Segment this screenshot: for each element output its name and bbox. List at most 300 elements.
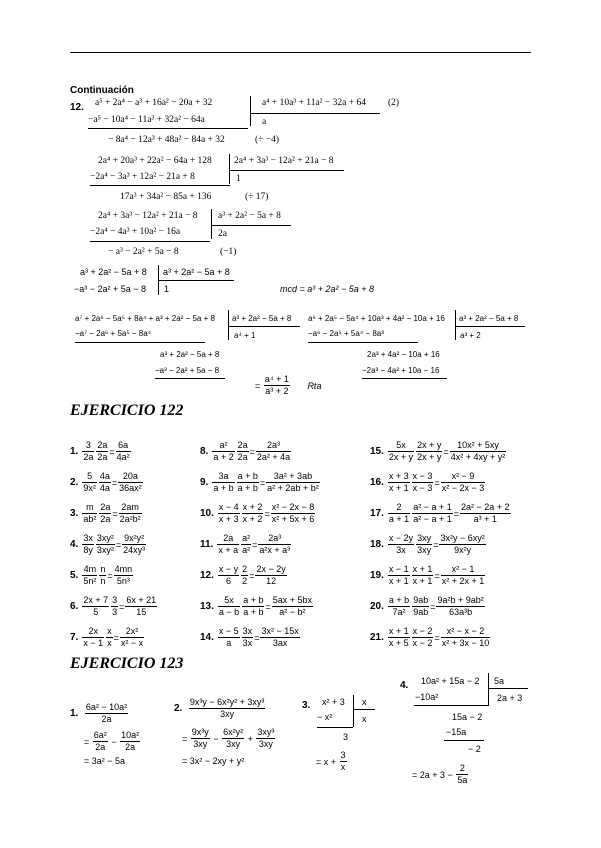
division-line: x² + 3 [322, 697, 345, 707]
division-rule [488, 688, 528, 689]
equals-sign: = [434, 632, 440, 643]
numerator: 9x³y − 6x²y² + 3xy³ [189, 697, 265, 707]
divisor-line: x [362, 697, 367, 707]
denominator: x + 3 [218, 514, 239, 524]
numerator: x − 2 [412, 626, 433, 636]
division-line: −15a [446, 727, 467, 737]
exercise-item [370, 595, 486, 618]
quotient: a⁴ + 1 [234, 331, 256, 340]
denominator: x + 1 [412, 576, 433, 586]
exercise-item [200, 626, 301, 649]
item-label: 7. [70, 632, 79, 643]
denominator: 2x + y [388, 452, 414, 462]
fraction [441, 564, 486, 587]
fraction [388, 564, 410, 587]
numerator: 3a² + 3ab [266, 471, 320, 483]
fraction [111, 595, 118, 618]
fraction [217, 533, 239, 556]
division-line: 15a − 2 [452, 712, 483, 722]
exercise-item [70, 533, 147, 556]
divisor-line: 5a [494, 676, 505, 686]
equals-sign: = [249, 446, 255, 457]
fraction [82, 533, 94, 556]
numerator: x + 1 [388, 626, 409, 636]
exercise-item [200, 471, 321, 494]
denominator: 2a [95, 742, 106, 752]
equals-sign: = [430, 601, 436, 612]
denominator: 8y [83, 545, 93, 555]
fraction [96, 533, 115, 556]
numerator: a + b [237, 471, 258, 481]
result-denominator: a³ + 2 [265, 386, 289, 396]
item-label: 16. [370, 477, 384, 488]
numerator: x − 4 [218, 502, 239, 512]
denominator: 3 [112, 607, 118, 617]
numerator: 9ab [413, 595, 429, 605]
numerator: 6x + 21 [126, 595, 157, 605]
equals-sign: = [434, 477, 440, 488]
denominator: 3ax [272, 638, 288, 648]
header-rule [70, 52, 531, 53]
fraction [82, 502, 97, 525]
numerator: 2 [242, 564, 248, 574]
division-line: −2a⁴ − 4a³ + 10a² − 16a [90, 227, 181, 237]
denominator: 9x² [83, 483, 96, 493]
numerator: 2 [456, 763, 468, 775]
fraction [439, 533, 485, 556]
item-label: 4. [400, 680, 409, 691]
fraction [450, 440, 507, 463]
denominator: a + b [243, 607, 264, 617]
denominator: a² + 2ab + b² [267, 483, 319, 493]
exercise-title: EJERCICIO 123 [70, 655, 184, 672]
division-line: −a⁶ − 2a⁵ + 5a⁴ − 8a³ [308, 329, 384, 338]
denominator: 9ab [413, 607, 429, 617]
numerator: 3xy³ [257, 727, 275, 737]
fraction [255, 564, 286, 587]
numerator: 3xy [417, 533, 432, 543]
fraction [218, 564, 239, 587]
division-rule [158, 280, 234, 281]
numerator: x − 5 [218, 626, 239, 636]
note: (−1) [220, 247, 237, 257]
result-numerator: a⁴ + 1 [264, 374, 289, 384]
fraction [99, 471, 111, 494]
fraction [256, 440, 291, 463]
exercise-item [200, 502, 316, 525]
denominator: x − 3 [412, 483, 433, 493]
denominator: x [107, 638, 112, 648]
fraction [388, 626, 410, 649]
denominator: 36ax² [119, 483, 142, 493]
note: (2) [388, 98, 400, 108]
denominator: a²x + a³ [259, 545, 291, 555]
exercise-result: = 3x² − 2xy + y² [182, 756, 245, 766]
fraction [82, 595, 109, 618]
division-bar [488, 673, 489, 705]
fraction [271, 502, 316, 525]
fraction [460, 502, 511, 525]
denominator: 5n³ [116, 576, 130, 586]
division-line: − x² [317, 712, 333, 722]
denominator: 5a [457, 775, 468, 785]
division-rule [88, 128, 248, 129]
denominator: 3xy [258, 739, 273, 749]
fraction [116, 440, 131, 463]
denominator: a + 1 [388, 514, 410, 524]
fraction [388, 440, 414, 463]
numerator: 2x + y [417, 440, 442, 450]
denominator: a + b [213, 483, 234, 493]
division-line: a⁶ + 2a⁵ − 5a⁴ + 10a³ + 4a² − 10a + 16 [308, 314, 445, 323]
division-line: a³ + 2a² − 5a + 8 [80, 267, 147, 277]
division-rule [211, 225, 291, 226]
fraction [388, 595, 410, 618]
denominator: 3xy [417, 545, 432, 555]
division-line: −a⁷ − 2a⁶ + 5a⁵ − 8a⁴ [75, 329, 152, 338]
exercise-item [370, 471, 486, 494]
division-rule [155, 378, 225, 379]
denominator: 9x²y [454, 545, 472, 555]
fraction [272, 595, 313, 618]
division-bar [229, 154, 230, 184]
division-rule [455, 326, 525, 327]
division-line: 2a⁴ + 3a³ − 12a² + 21a − 8 [98, 211, 198, 221]
numerator: x² − x − 2 [441, 626, 491, 638]
denominator: 24xy³ [123, 545, 146, 555]
exercise-item [70, 595, 158, 618]
item-label: 4. [70, 539, 79, 550]
fraction [82, 440, 94, 463]
denominator: a − b [218, 607, 240, 617]
division-rule [414, 705, 489, 706]
item-label: 1. [70, 446, 79, 457]
fraction [416, 440, 442, 463]
fraction [242, 595, 264, 618]
numerator: 5x [388, 440, 414, 452]
divisor-line: a³ + 2a² − 5a + 8 [218, 211, 281, 221]
division-bar [211, 209, 212, 239]
equals-sign: = [443, 446, 449, 457]
fraction [106, 626, 113, 649]
fraction [237, 440, 249, 463]
numerator: 2x − 2y [256, 564, 286, 574]
numerator: 2a [100, 502, 111, 512]
numerator: 6x²y² [223, 727, 244, 737]
exercise-item [70, 502, 143, 525]
quotient: 2a [218, 229, 227, 239]
quotient: 1 [164, 284, 170, 294]
exercise-item [370, 440, 507, 463]
denominator: 3x [396, 545, 406, 555]
fraction [258, 533, 291, 556]
fraction [82, 626, 104, 649]
item-label: 11. [200, 539, 214, 550]
denominator: x + a [218, 545, 239, 555]
denominator: 2a [97, 452, 108, 462]
note: (÷ 17) [245, 192, 269, 202]
quotient: 2a + 3 [497, 693, 523, 703]
fraction [212, 440, 234, 463]
item-label: 18. [370, 539, 384, 550]
equals-sign: = [111, 477, 118, 488]
division-rule [308, 342, 418, 343]
fraction [99, 502, 111, 525]
denominator: x² + 3x − 10 [441, 638, 490, 648]
denominator: x + 1 [388, 483, 409, 493]
division-line: −2a⁴ − 3a³ + 12a² − 21a + 8 [90, 172, 195, 182]
item-label: 20. [370, 601, 384, 612]
divisor-line: a³ + 2a² − 5a + 8 [459, 314, 519, 323]
fraction [119, 502, 142, 525]
numerator: 6a² − 10a² [85, 702, 128, 712]
exercise-item [370, 564, 486, 587]
numerator: x − y [218, 564, 239, 574]
denominator: 3xy [193, 739, 208, 749]
quotient: x [362, 714, 367, 724]
division-line: − 8a⁴ − 12a³ + 48a² − 84a + 32 [108, 135, 225, 145]
fraction [218, 502, 240, 525]
numerator: x² − 2x − 8 [271, 502, 315, 512]
denominator: x + 5 [388, 638, 409, 648]
numerator: 3a [212, 471, 234, 483]
denominator: 2a² + 4a [256, 452, 291, 462]
item-label: 15. [370, 446, 384, 457]
equals-sign: = [259, 477, 266, 488]
equals-sign: = [254, 632, 260, 643]
numerator: x − 3 [412, 471, 433, 481]
denominator: x − 2 [412, 638, 433, 648]
numerator: 2a [97, 440, 108, 450]
fraction [441, 626, 491, 649]
numerator: 4m [83, 564, 97, 574]
exercise-item [200, 595, 314, 618]
denominator: 4a [99, 483, 110, 493]
denominator: 5n² [83, 576, 97, 586]
numerator: 4a [99, 471, 110, 481]
fraction [241, 564, 248, 587]
section-title: Continuación [70, 85, 134, 96]
exercise-item [370, 626, 491, 649]
denominator: ab² [83, 514, 97, 524]
divisor-line: 2a⁴ + 3a³ − 12a² + 21a − 8 [234, 156, 334, 166]
item-label: 14. [200, 632, 214, 643]
denominator: 15 [136, 607, 147, 617]
denominator: x + 1 [388, 576, 409, 586]
equals-sign: = [265, 601, 271, 612]
numerator: 3 [112, 595, 118, 605]
item-label: 2. [70, 477, 79, 488]
numerator: x + 2 [242, 502, 263, 512]
numerator: m [82, 502, 97, 514]
division-rule [228, 326, 300, 327]
numerator: x² − 9 [441, 471, 486, 483]
denominator: a² [242, 545, 251, 555]
denominator: 12 [266, 576, 277, 586]
fraction [241, 533, 251, 556]
division-line: a⁵ + 2a⁴ − a³ + 16a² − 20a + 32 [95, 98, 213, 108]
numerator: x [107, 626, 112, 636]
result-text: = 2a + 3 − [412, 769, 453, 780]
denominator: x² − x [120, 638, 144, 648]
numerator: x + 3 [388, 471, 409, 481]
fraction [218, 595, 240, 618]
numerator: x² − 1 [441, 564, 486, 576]
item-label: 12. [200, 570, 214, 581]
numerator: x − 1 [388, 564, 409, 574]
exercise-title: EJERCICIO 122 [70, 402, 184, 419]
problem-label: 12. [70, 102, 84, 113]
exercise-result [412, 763, 469, 786]
numerator: 20a [118, 471, 143, 483]
exercise-item [70, 564, 134, 587]
division-bar [455, 310, 456, 340]
fraction [118, 471, 143, 494]
denominator: 3xy [220, 709, 235, 719]
exercise-item [70, 626, 145, 649]
divisor-line: a³ + 2a² − 5a + 8 [232, 314, 292, 323]
fraction [122, 533, 146, 556]
fraction [441, 471, 486, 494]
numerator: 9x³y [191, 727, 209, 737]
numerator: 10a² [121, 730, 140, 740]
fraction [260, 626, 299, 649]
item-label: 9. [200, 477, 209, 488]
exercise-item [200, 440, 292, 463]
exercise-item [370, 533, 487, 556]
fraction [242, 626, 254, 649]
equals-sign: = [119, 601, 125, 612]
mcd-result: mcd = a³ + 2a² − 5a + 8 [280, 284, 375, 294]
division-rule [229, 170, 344, 171]
division-rule [75, 342, 205, 343]
equals-sign: = [434, 570, 440, 581]
item-label: 2. [174, 703, 183, 714]
denominator: a + b [237, 483, 258, 493]
numerator: 3x [242, 626, 253, 636]
division-line: − 2 [468, 744, 481, 754]
division-bar [228, 310, 229, 340]
equals-sign: = [249, 570, 255, 581]
denominator: a + 2 [213, 452, 234, 462]
denominator: 2 [242, 576, 248, 586]
denominator: n [100, 576, 106, 586]
division-bar [250, 96, 251, 126]
fraction [82, 564, 97, 587]
item-label: 13. [200, 601, 214, 612]
exercise-item [70, 702, 129, 725]
numerator: 2a³ [258, 533, 291, 545]
division-rule [353, 709, 375, 710]
quotient: a [262, 117, 267, 127]
division-rule [444, 740, 484, 741]
equals-sign: = [112, 508, 118, 519]
fraction [125, 595, 157, 618]
fraction [242, 502, 264, 525]
equals-sign: = [107, 570, 113, 581]
denominator: 7a² [392, 607, 406, 617]
denominator: 2a [83, 452, 94, 462]
exercise-step: = $\frac{\text{9x³y}}{3xy}$ − $\frac{\text{6x²y²}}{3xy}$ + $\frac{\text{3xy³}}{3xy}$ [182, 727, 275, 749]
numerator: 3x²y − 6xy² [440, 533, 485, 543]
denominator: 4x² + 4xy + y² [450, 452, 506, 462]
denominator: a² − a + 1 [413, 514, 452, 524]
fraction [416, 533, 432, 556]
fraction [82, 471, 97, 494]
division-rule [362, 378, 447, 379]
denominator: x² + 5x + 6 [271, 514, 315, 524]
fraction [412, 564, 434, 587]
numerator: a + b [243, 595, 264, 605]
division-line: a⁷ + 2a⁶ − 5a⁵ + 8a⁴ + a³ + 2a² − 5a + 8 [75, 314, 215, 323]
denominator: x − 1 [83, 638, 104, 648]
rta-label: Rta [307, 380, 322, 391]
denominator: 3xy² [96, 545, 114, 555]
denominator: 3x [242, 638, 253, 648]
division-rule [317, 727, 353, 728]
item-label: 5. [70, 570, 79, 581]
final-result: = $\frac{\text{a⁴ + 1}}{\text{a³ + 2}}$ Rta [255, 374, 322, 396]
fraction [96, 440, 108, 463]
fraction [218, 626, 240, 649]
denominator: 2a [125, 742, 136, 752]
fraction [266, 471, 320, 494]
numerator: 2x + 7 [83, 595, 109, 605]
item-label: 8. [200, 446, 209, 457]
equals-sign: = [109, 446, 115, 457]
note: (÷ −4) [255, 135, 280, 145]
numerator: 3 [340, 750, 346, 760]
numerator: 2x [82, 626, 104, 638]
item-label: 10. [200, 508, 214, 519]
numerator: 10x² + 5xy [450, 440, 507, 452]
item-label: 3. [302, 700, 311, 711]
equals-sign: = [252, 539, 258, 550]
numerator: 2a² − 2a + 2 [460, 502, 510, 512]
fraction [212, 471, 234, 494]
exercise-item [174, 697, 266, 720]
equals-sign: = [453, 508, 459, 519]
equals-sign: = [433, 539, 439, 550]
division-line: a³ + 2a² − 5a + 8 [160, 350, 220, 359]
exercise-item [200, 533, 292, 556]
item-label: 3. [70, 508, 79, 519]
denominator: 5 [93, 607, 99, 617]
numerator: a² − a + 1 [413, 502, 452, 512]
fraction [412, 595, 429, 618]
item-label: 17. [370, 508, 384, 519]
fraction [412, 502, 453, 525]
numerator: a + b [388, 595, 410, 605]
exercise-result: = 3a² − 5a [84, 756, 126, 766]
fraction [436, 595, 484, 618]
numerator: 9x²y² [122, 533, 146, 545]
denominator: 63a³b [449, 607, 473, 617]
denominator: 2a [101, 714, 112, 724]
numerator: 3x² − 15x [261, 626, 299, 636]
denominator: a² − b² [279, 607, 306, 617]
fraction [412, 626, 434, 649]
quotient: a³ + 2 [460, 331, 481, 340]
denominator: a³ + 1 [473, 514, 497, 524]
numerator: n [100, 564, 106, 574]
numerator: a² [212, 440, 234, 452]
division-rule [90, 241, 210, 242]
fraction [388, 502, 410, 525]
numerator: 2a³ [256, 440, 291, 452]
fraction [412, 471, 434, 494]
division-line: 10a² + 15a − 2 [421, 676, 480, 686]
